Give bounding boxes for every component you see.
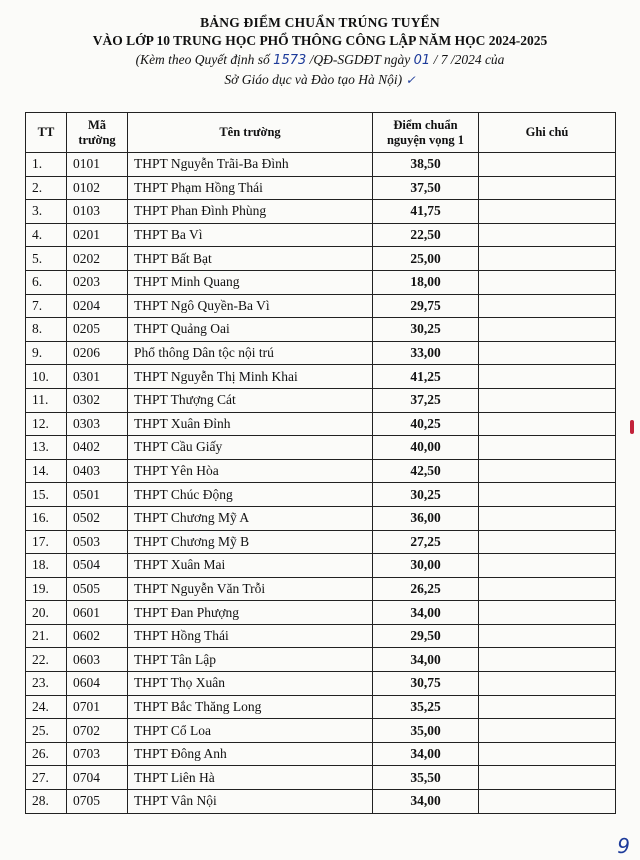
note-cell	[479, 719, 616, 743]
table-row	[26, 223, 616, 247]
school-code: 0601	[67, 601, 128, 625]
admission-score: 40,00	[373, 436, 479, 460]
school-name: THPT Thượng Cát	[128, 388, 373, 412]
school-name: THPT Vân Nội	[128, 790, 373, 814]
school-code: 0103	[67, 200, 128, 224]
school-name: THPT Đan Phượng	[128, 601, 373, 625]
table-row	[26, 459, 616, 483]
row-index: 4.	[26, 223, 67, 247]
school-code: 0101	[67, 153, 128, 177]
admission-score-table	[25, 112, 616, 814]
table-row	[26, 624, 616, 648]
admission-score: 37,25	[373, 388, 479, 412]
school-code: 0701	[67, 695, 128, 719]
document-title: BẢNG ĐIỂM CHUẨN TRÚNG TUYỂN	[200, 15, 440, 30]
red-ink-mark	[630, 420, 634, 434]
admission-score: 34,00	[373, 601, 479, 625]
table-row	[26, 601, 616, 625]
row-index: 24.	[26, 695, 67, 719]
issuer-line	[0, 70, 640, 90]
admission-score: 29,75	[373, 294, 479, 318]
note-cell	[479, 459, 616, 483]
admission-score: 30,00	[373, 554, 479, 578]
admission-score: 34,00	[373, 648, 479, 672]
school-code: 0303	[67, 412, 128, 436]
row-index: 8.	[26, 318, 67, 342]
note-cell	[479, 483, 616, 507]
note-cell	[479, 554, 616, 578]
table-row	[26, 483, 616, 507]
school-code: 0703	[67, 742, 128, 766]
row-index: 1.	[26, 153, 67, 177]
admission-score: 41,75	[373, 200, 479, 224]
row-index: 5.	[26, 247, 67, 271]
note-cell	[479, 365, 616, 389]
note-cell	[479, 388, 616, 412]
school-code: 0704	[67, 766, 128, 790]
table-row	[26, 341, 616, 365]
school-name: THPT Ba Vì	[128, 223, 373, 247]
column-header-score: Điểm chuẩn nguyện vọng 1	[373, 113, 479, 153]
school-code: 0402	[67, 436, 128, 460]
school-code: 0205	[67, 318, 128, 342]
note-cell	[479, 247, 616, 271]
row-index: 18.	[26, 554, 67, 578]
school-name: THPT Xuân Đỉnh	[128, 412, 373, 436]
table-row	[26, 766, 616, 790]
row-index: 17.	[26, 530, 67, 554]
admission-score: 30,25	[373, 318, 479, 342]
row-index: 27.	[26, 766, 67, 790]
row-index: 2.	[26, 176, 67, 200]
school-name: THPT Bắc Thăng Long	[128, 695, 373, 719]
admission-score: 38,50	[373, 153, 479, 177]
row-index: 9.	[26, 341, 67, 365]
school-code: 0203	[67, 270, 128, 294]
school-name: THPT Phan Đình Phùng	[128, 200, 373, 224]
note-cell	[479, 176, 616, 200]
school-name: THPT Chúc Động	[128, 483, 373, 507]
admission-score: 37,50	[373, 176, 479, 200]
school-code: 0702	[67, 719, 128, 743]
row-index: 15.	[26, 483, 67, 507]
admission-score: 18,00	[373, 270, 479, 294]
row-index: 25.	[26, 719, 67, 743]
table-row	[26, 176, 616, 200]
row-index: 22.	[26, 648, 67, 672]
table-row	[26, 554, 616, 578]
row-index: 11.	[26, 388, 67, 412]
table-row	[26, 577, 616, 601]
table-row	[26, 294, 616, 318]
school-code: 0602	[67, 624, 128, 648]
table-row	[26, 742, 616, 766]
note-cell	[479, 223, 616, 247]
school-name: Phổ thông Dân tộc nội trú	[128, 341, 373, 365]
note-cell	[479, 624, 616, 648]
row-index: 16.	[26, 506, 67, 530]
admission-score: 34,00	[373, 790, 479, 814]
table-row	[26, 695, 616, 719]
decision-prefix: (Kèm theo Quyết định số	[135, 52, 274, 67]
admission-score: 35,25	[373, 695, 479, 719]
row-index: 12.	[26, 412, 67, 436]
admission-score: 41,25	[373, 365, 479, 389]
note-cell	[479, 294, 616, 318]
table-row	[26, 388, 616, 412]
school-name: THPT Liên Hà	[128, 766, 373, 790]
admission-score: 40,25	[373, 412, 479, 436]
table-row	[26, 318, 616, 342]
school-code: 0102	[67, 176, 128, 200]
school-name: THPT Nguyễn Trãi-Ba Đình	[128, 153, 373, 177]
note-cell	[479, 153, 616, 177]
school-name: THPT Thọ Xuân	[128, 672, 373, 696]
admission-score: 25,00	[373, 247, 479, 271]
row-index: 13.	[26, 436, 67, 460]
row-index: 19.	[26, 577, 67, 601]
note-cell	[479, 436, 616, 460]
school-name: THPT Nguyễn Thị Minh Khai	[128, 365, 373, 389]
row-index: 20.	[26, 601, 67, 625]
table-row	[26, 790, 616, 814]
row-index: 10.	[26, 365, 67, 389]
table-row	[26, 648, 616, 672]
school-code: 0503	[67, 530, 128, 554]
admission-score: 35,00	[373, 719, 479, 743]
table-row	[26, 506, 616, 530]
admission-score: 29,50	[373, 624, 479, 648]
note-cell	[479, 530, 616, 554]
school-code: 0705	[67, 790, 128, 814]
school-code: 0603	[67, 648, 128, 672]
school-name: THPT Hồng Thái	[128, 624, 373, 648]
page-number-handwritten: 9	[617, 834, 630, 858]
note-cell	[479, 766, 616, 790]
admission-score: 30,75	[373, 672, 479, 696]
admission-score: 33,00	[373, 341, 479, 365]
school-name: THPT Chương Mỹ B	[128, 530, 373, 554]
table-header-row	[26, 113, 616, 153]
note-cell	[479, 577, 616, 601]
admission-score: 34,00	[373, 742, 479, 766]
school-name: THPT Bất Bạt	[128, 247, 373, 271]
table-row	[26, 719, 616, 743]
school-code: 0302	[67, 388, 128, 412]
school-name: THPT Tân Lập	[128, 648, 373, 672]
column-header-note: Ghi chú	[479, 113, 616, 153]
issuer-name: Sở Giáo dục và Đào tạo Hà Nội)	[224, 72, 403, 87]
admission-score: 22,50	[373, 223, 479, 247]
table-row	[26, 412, 616, 436]
school-name: THPT Ngô Quyền-Ba Vì	[128, 294, 373, 318]
column-header-tt: TT	[26, 113, 67, 153]
column-header-school-code: Mã trường	[67, 113, 128, 153]
table-row	[26, 672, 616, 696]
decision-middle: /QĐ-SGDĐT ngày	[306, 52, 414, 67]
note-cell	[479, 412, 616, 436]
table-row	[26, 365, 616, 389]
row-index: 21.	[26, 624, 67, 648]
admission-score: 42,50	[373, 459, 479, 483]
table-body	[26, 153, 616, 814]
row-index: 14.	[26, 459, 67, 483]
school-name: THPT Quảng Oai	[128, 318, 373, 342]
note-cell	[479, 506, 616, 530]
school-name: THPT Đông Anh	[128, 742, 373, 766]
school-code: 0505	[67, 577, 128, 601]
admission-score: 35,50	[373, 766, 479, 790]
school-code: 0301	[67, 365, 128, 389]
table-row	[26, 530, 616, 554]
note-cell	[479, 672, 616, 696]
note-cell	[479, 742, 616, 766]
column-header-school-name: Tên trường	[128, 113, 373, 153]
table-row	[26, 200, 616, 224]
school-name: THPT Cầu Giấy	[128, 436, 373, 460]
school-code: 0501	[67, 483, 128, 507]
row-index: 23.	[26, 672, 67, 696]
note-cell	[479, 601, 616, 625]
note-cell	[479, 270, 616, 294]
school-name: THPT Yên Hòa	[128, 459, 373, 483]
school-code: 0202	[67, 247, 128, 271]
decision-day-handwritten: 01	[413, 53, 431, 68]
document-header	[0, 0, 640, 90]
decision-number-handwritten: 1573	[273, 53, 307, 68]
admission-score: 30,25	[373, 483, 479, 507]
admission-score: 27,25	[373, 530, 479, 554]
table-row	[26, 270, 616, 294]
document-subtitle: VÀO LỚP 10 TRUNG HỌC PHỔ THÔNG CÔNG LẬP NĂM HỌC 2024-2025	[92, 33, 548, 48]
decision-suffix: / 7 /2024 của	[430, 52, 505, 67]
decision-reference	[0, 50, 640, 70]
school-code: 0502	[67, 506, 128, 530]
school-code: 0206	[67, 341, 128, 365]
admission-score: 26,25	[373, 577, 479, 601]
school-code: 0604	[67, 672, 128, 696]
admission-score: 36,00	[373, 506, 479, 530]
row-index: 6.	[26, 270, 67, 294]
row-index: 26.	[26, 742, 67, 766]
note-cell	[479, 695, 616, 719]
school-name: THPT Nguyễn Văn Trỗi	[128, 577, 373, 601]
school-name: THPT Cổ Loa	[128, 719, 373, 743]
row-index: 7.	[26, 294, 67, 318]
school-name: THPT Chương Mỹ A	[128, 506, 373, 530]
note-cell	[479, 648, 616, 672]
school-name: THPT Phạm Hồng Thái	[128, 176, 373, 200]
school-code: 0504	[67, 554, 128, 578]
school-code: 0403	[67, 459, 128, 483]
table-row	[26, 153, 616, 177]
note-cell	[479, 341, 616, 365]
school-code: 0204	[67, 294, 128, 318]
note-cell	[479, 790, 616, 814]
table-row	[26, 247, 616, 271]
school-name: THPT Xuân Mai	[128, 554, 373, 578]
row-index: 28.	[26, 790, 67, 814]
row-index: 3.	[26, 200, 67, 224]
check-mark-icon: ✓	[405, 73, 416, 87]
note-cell	[479, 318, 616, 342]
school-code: 0201	[67, 223, 128, 247]
school-name: THPT Minh Quang	[128, 270, 373, 294]
note-cell	[479, 200, 616, 224]
table-row	[26, 436, 616, 460]
